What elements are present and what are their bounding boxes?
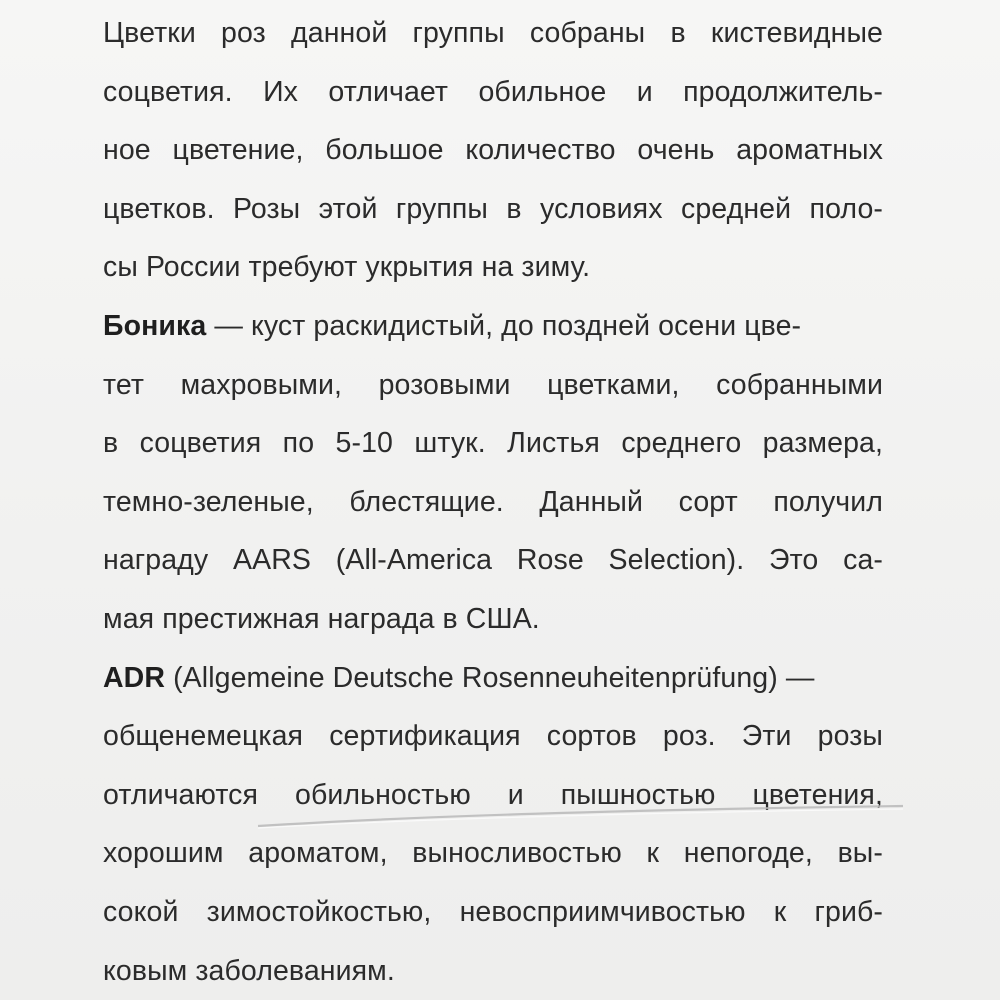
term-definition-start: (Allgemeine Deutsche Rosenneuheitenprüfung) —	[165, 661, 815, 694]
text-line: мая престижная награда в США.	[103, 602, 540, 635]
term-line	[103, 301, 883, 360]
text-block	[103, 8, 883, 1000]
text-line: хорошим ароматом, выносливостью к непогоде, вы-	[103, 837, 883, 870]
text-line: сы России требуют укрытия на зиму.	[103, 251, 591, 284]
term-boniка: Боника	[103, 309, 207, 342]
term-definition-start: — куст раскидистый, до поздней осени цве-	[206, 309, 802, 342]
text-line: награду AARS (All-America Rose Selection). Это са-	[103, 544, 883, 577]
text-line: сокой зимостойкостью, невосприимчивостью к гриб-	[103, 895, 883, 928]
term-line	[103, 653, 883, 712]
text-line: тет махровыми, розовыми цветками, собранными	[103, 368, 883, 401]
text-line: цветков. Розы этой группы в условиях средней поло-	[103, 192, 883, 225]
text-line: ковым заболеваниям.	[103, 954, 395, 987]
text-line: соцветия. Их отличает обильное и продолжитель-	[103, 75, 883, 108]
text-line: Цветки роз данной группы собраны в кистевидные	[103, 17, 883, 49]
text-line: темно-зеленые, блестящие. Данный сорт получил	[103, 485, 883, 518]
text-line: ное цветение, большое количество очень ароматных	[103, 134, 883, 167]
text-line: отличаются обильностью и пышностью цветения,	[103, 778, 883, 811]
text-line: общенемецкая сертификация сортов роз. Эти розы	[103, 720, 883, 753]
text-line: в соцветия по 5-10 штук. Листья среднего размера,	[103, 427, 883, 460]
term-adr: ADR	[103, 661, 166, 694]
